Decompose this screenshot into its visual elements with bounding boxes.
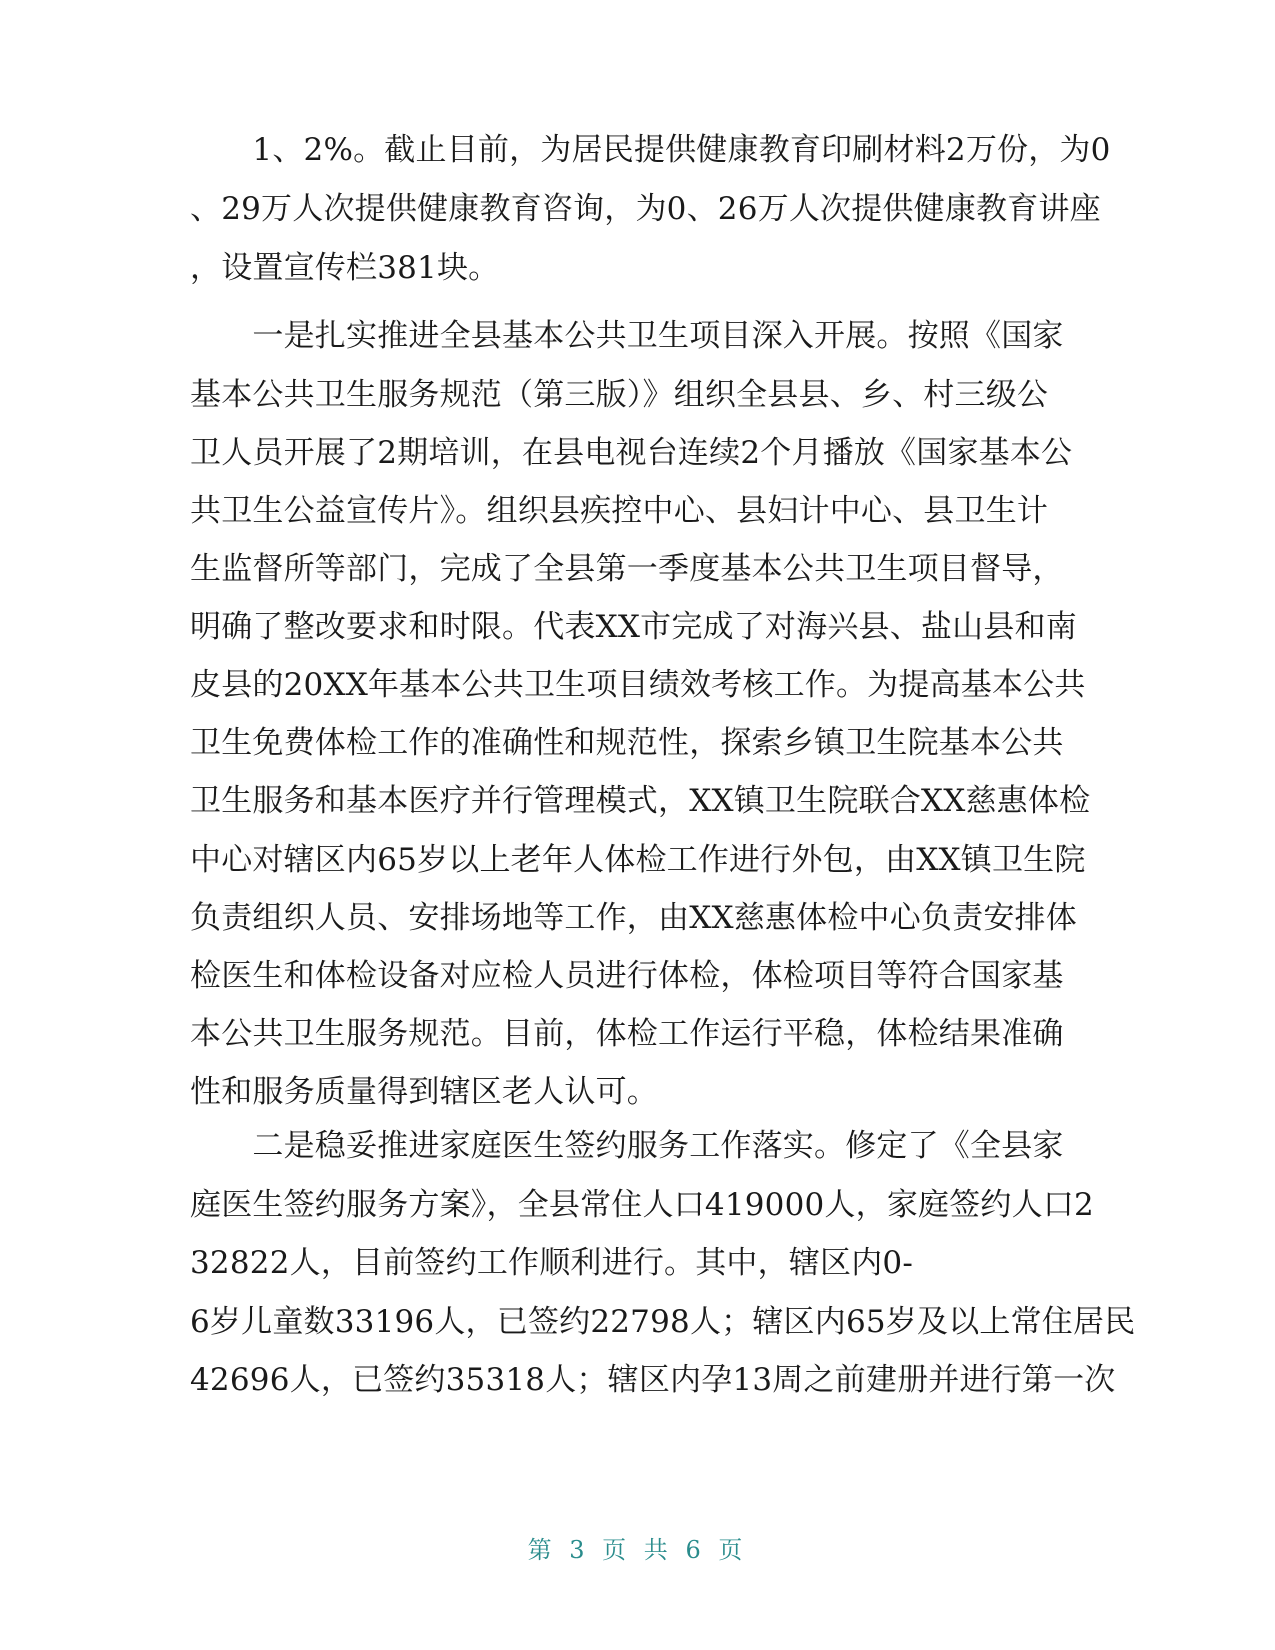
- text-line: 6岁儿童数33196人，已签约22798人；辖区内65岁及以上常住居民: [190, 1304, 1136, 1340]
- text-line: 、29万人次提供健康教育咨询，为0、26万人次提供健康教育讲座: [190, 191, 1101, 227]
- text-line: 共卫生公益宣传片》。组织县疾控中心、县妇计中心、县卫生计: [190, 493, 1049, 529]
- text-line: 本公共卫生服务规范。目前，体检工作运行平稳，体检结果准确: [190, 1016, 1064, 1052]
- text-line: 检医生和体检设备对应检人员进行体检，体检项目等符合国家基: [190, 958, 1064, 994]
- text-line: 皮县的20XX年基本公共卫生项目绩效考核工作。为提高基本公共: [190, 667, 1086, 703]
- text-line: 42696人，已签约35318人；辖区内孕13周之前建册并进行第一次: [190, 1362, 1116, 1398]
- text-line: 性和服务质量得到辖区老人认可。: [190, 1074, 658, 1110]
- page-number-footer: 第 3 页 共 6 页: [527, 1536, 748, 1564]
- text-line: 庭医生签约服务方案》，全县常住人口419000人，家庭签约人口2: [190, 1187, 1094, 1223]
- text-line: 卫人员开展了2期培训，在县电视台连续2个月播放《国家基本公: [190, 435, 1073, 471]
- text-line: 中心对辖区内65岁以上老年人体检工作进行外包，由XX镇卫生院: [190, 842, 1086, 878]
- text-line: 一是扎实推进全县基本公共卫生项目深入开展。按照《国家: [190, 318, 1064, 354]
- text-line: 卫生免费体检工作的准确性和规范性，探索乡镇卫生院基本公共: [190, 725, 1064, 761]
- text-line: 32822人，目前签约工作顺利进行。其中，辖区内0-: [190, 1245, 914, 1281]
- text-line: 1、2%。截止目前，为居民提供健康教育印刷材料2万份，为0: [190, 132, 1111, 168]
- text-line: 卫生服务和基本医疗并行管理模式，XX镇卫生院联合XX慈惠体检: [190, 783, 1091, 819]
- text-line: 基本公共卫生服务规范（第三版）》组织全县县、乡、村三级公: [190, 377, 1049, 413]
- text-line: 生监督所等部门，完成了全县第一季度基本公共卫生项目督导，: [190, 551, 1064, 587]
- text-line: 二是稳妥推进家庭医生签约服务工作落实。修定了《全县家: [190, 1128, 1064, 1164]
- text-line: ，设置宣传栏381块。: [190, 250, 500, 286]
- text-line: 负责组织人员、安排场地等工作，由XX慈惠体检中心负责安排体: [190, 900, 1077, 936]
- text-line: 明确了整改要求和时限。代表XX市完成了对海兴县、盐山县和南: [190, 609, 1077, 645]
